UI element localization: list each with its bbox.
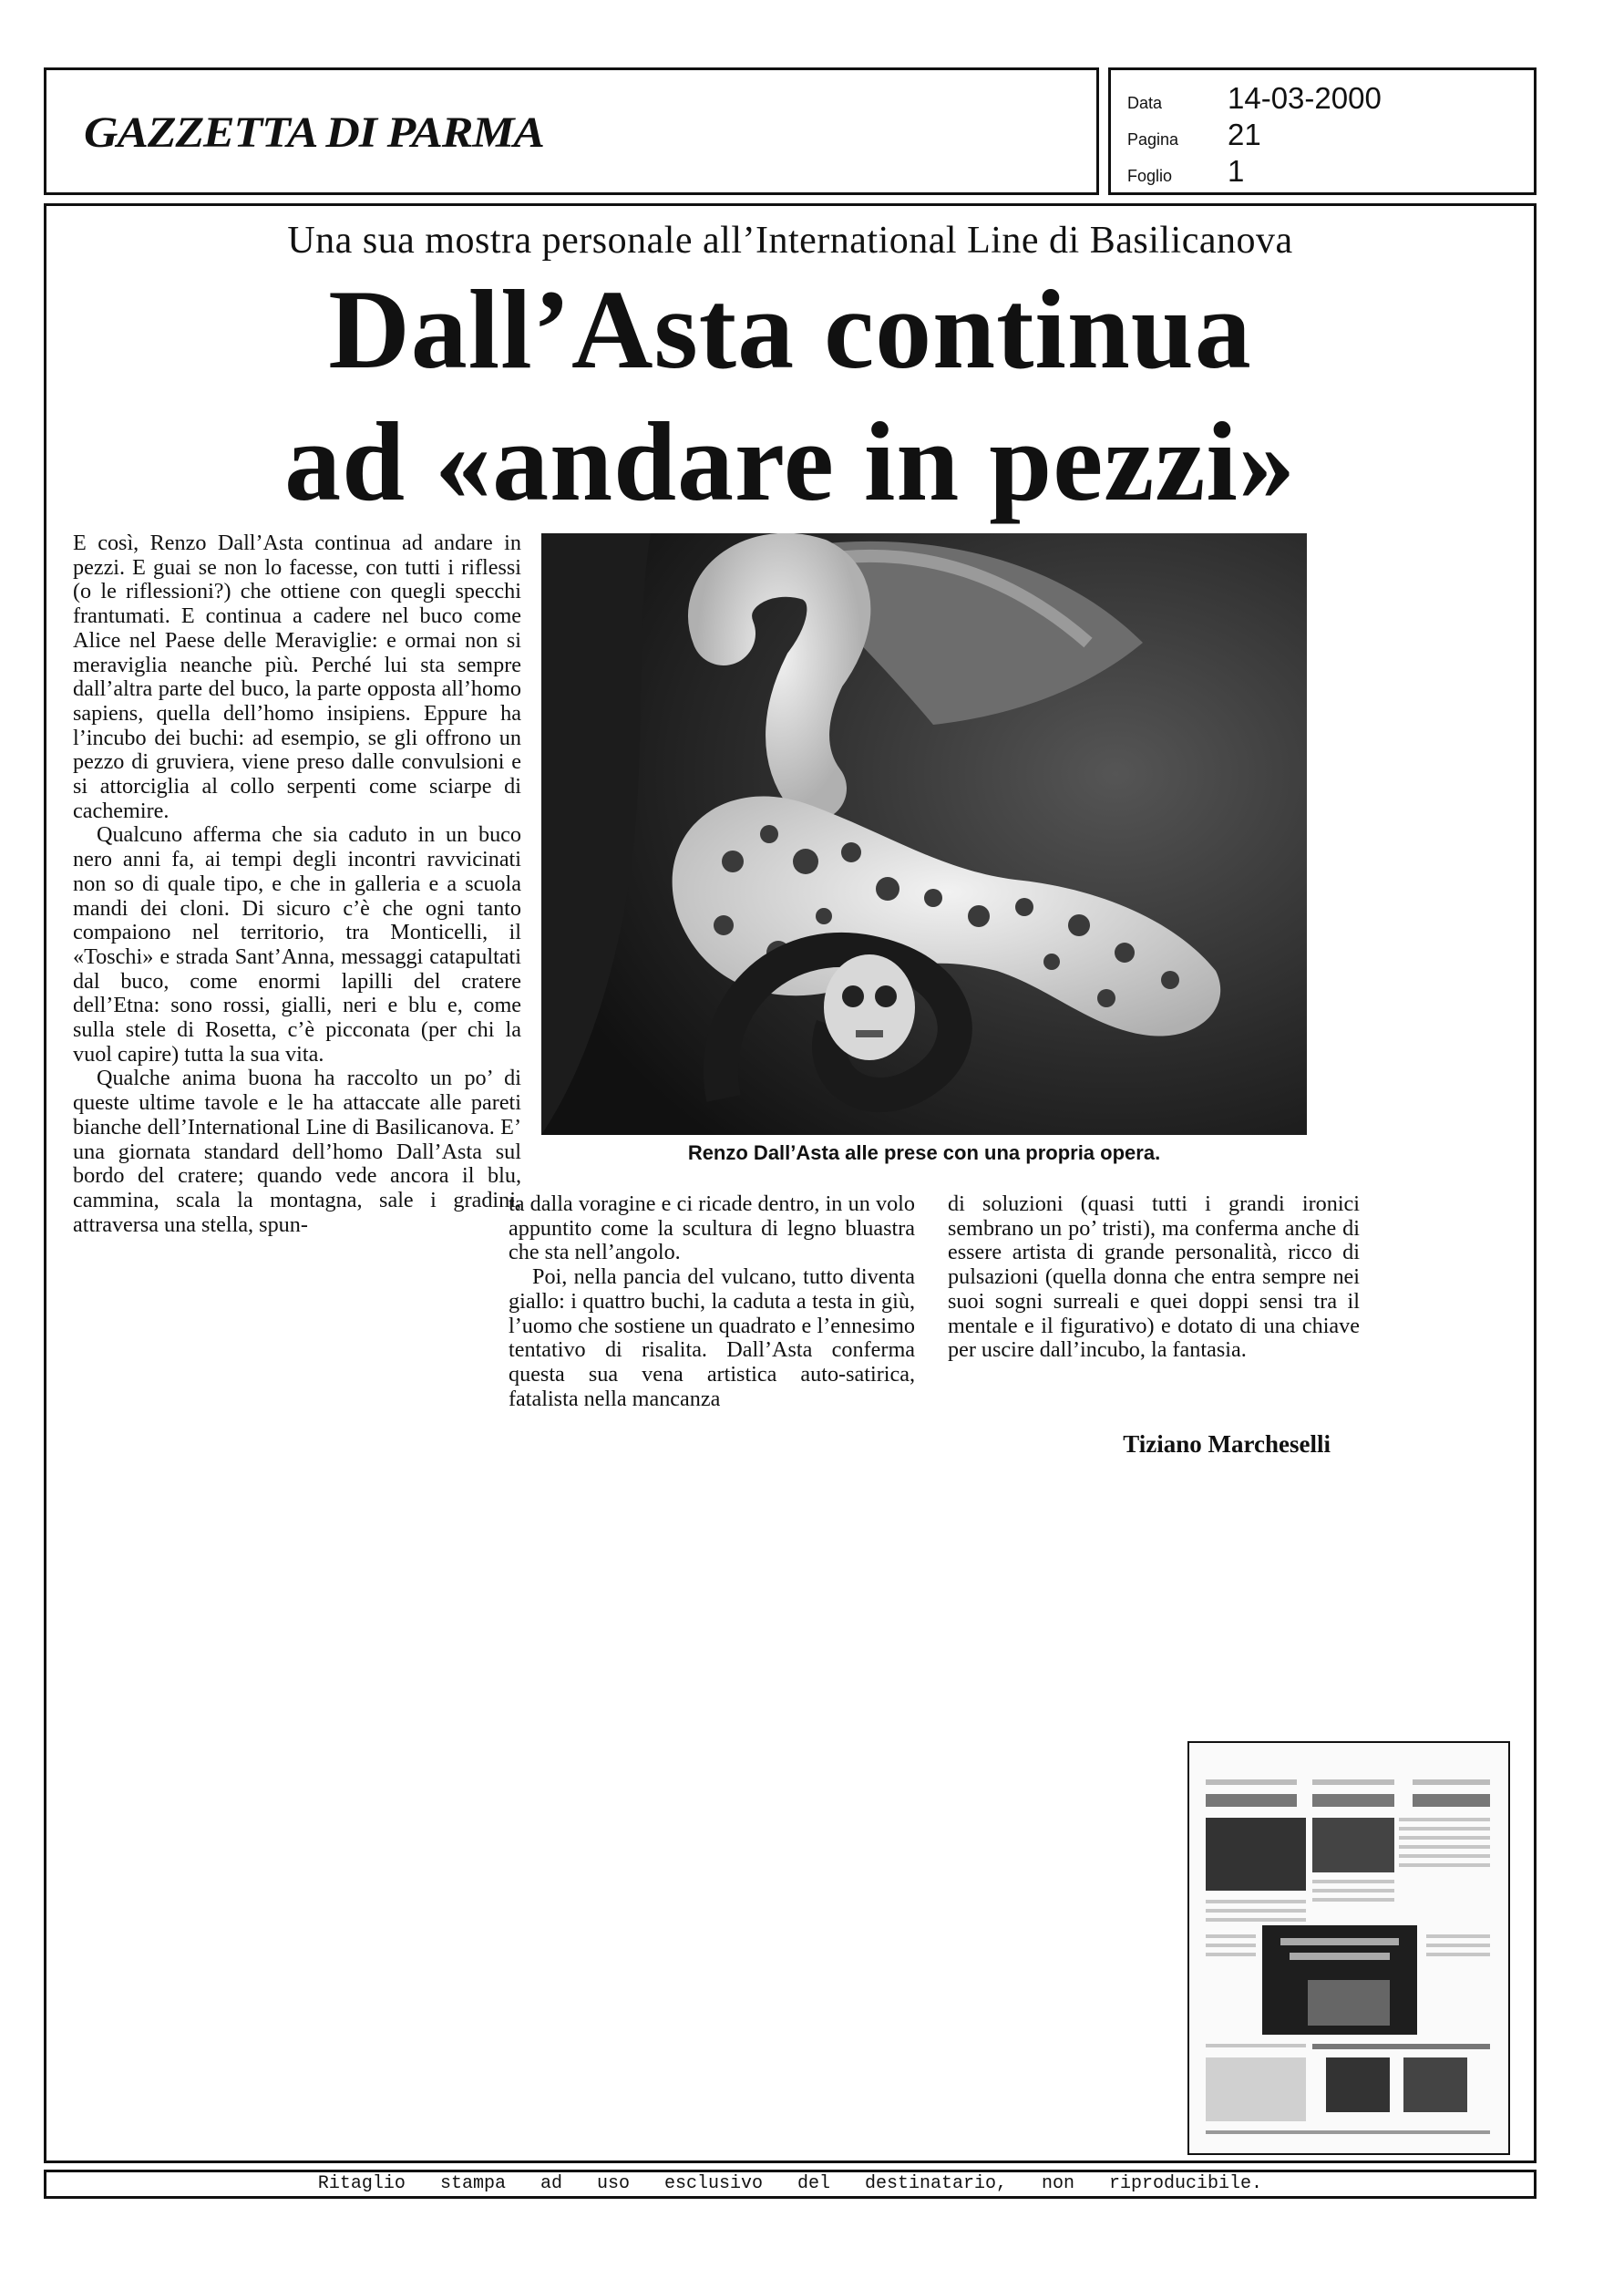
col1-paragraph-1: E così, Renzo Dall’Asta continua ad andare in pezzi. E guai se non lo facesse, con tutti i riflessi (o le riflessioni?) che ottiene con quegli specchi frantumati. E continua a cadere nel buco come Alice nel Paese delle Meraviglie: e ormai non si meraviglia neanche più. Perché lui sta sempre dall’altra parte del buco, la parte opposta all’homo sapiens, quella dell’homo insipiens. Eppure ha l’incubo dei buchi: ad esempio, se gli offrono un pezzo di gruviera, viene preso dalle convulsioni e si attorciglia al collo serpenti come sciarpe di cachemire. <box>73 531 521 823</box>
meta-data-label: Data <box>1127 94 1163 112</box>
col2-paragraph-1: ta dalla voragine e ci ricade dentro, in un volo appuntito come la scultura di legno bluastra che sta nell’angolo. <box>509 1191 915 1265</box>
newspaper-masthead: GAZZETTA DI PARMA <box>84 108 544 157</box>
article-column-2 <box>509 1192 915 1411</box>
meta-row-foglio <box>1127 154 1244 189</box>
headline-line-1: Dall’Asta continua <box>328 267 1252 392</box>
artwork-photo-image <box>541 533 1307 1135</box>
meta-row-data <box>1127 81 1382 116</box>
meta-foglio-label: Foglio <box>1127 167 1173 185</box>
clipping-disclaimer: Ritaglio stampa ad uso esclusivo del destinatario, non riproducibile. <box>44 2170 1537 2199</box>
article-kicker: Una sua mostra personale all’International Line di Basilicanova <box>287 220 1293 262</box>
meta-pagina-label: Pagina <box>1127 130 1179 149</box>
headline-line-2: ad «andare in pezzi» <box>284 399 1296 524</box>
article-column-3 <box>948 1192 1360 1363</box>
clipping-meta-box <box>1108 67 1537 195</box>
col2-paragraph-2: Poi, nella pancia del vulcano, tutto diventa giallo: i quattro buchi, la caduta a testa in giù, l’uomo che sostiene un quadrato e l’ennesimo tentativo di risalita. Dall’Asta conferma questa sua vena artistica auto-satirica, fatalista nella mancanza <box>509 1264 915 1411</box>
article-column-1 <box>73 531 521 1237</box>
meta-pagina-value: 21 <box>1228 118 1261 151</box>
byline: Tiziano Marcheselli <box>1123 1430 1331 1458</box>
meta-foglio-value: 1 <box>1228 154 1245 188</box>
artwork-photo <box>541 533 1307 1135</box>
meta-data-value: 14-03-2000 <box>1228 81 1382 115</box>
meta-row-pagina <box>1127 118 1261 152</box>
photo-caption: Renzo Dall’Asta alle prese con una propria opera. <box>687 1141 1161 1164</box>
page-thumbnail <box>1187 1741 1510 2155</box>
page-thumbnail-image <box>1189 1743 1505 2150</box>
col1-paragraph-3: Qualche anima buona ha raccolto un po’ di queste ultime tavole e le ha attaccate alle pareti bianche dell’International Line di Basilicanova. E’ una giornata standard dell’homo Dall’Asta sul bordo del cratere; quando vede ancora il blu, cammina, scala la montagna, sale i gradini, attraversa una stella, spun- <box>73 1066 521 1237</box>
col1-paragraph-2: Qualcuno afferma che sia caduto in un buco nero anni fa, ai tempi degli incontri ravvicinati non so di quale tipo, e che in galleria e a scuola mandi dei cloni. Di sicuro c’è che ogni tanto compaiono nel territorio, tra Monticelli, il «Toschi» e strada Sant’Anna, messaggi catapultati dal buco, come enormi lapilli del cratere dell’Etna: sono rossi, gialli, neri e blu e, come sulla stele di Rosetta, c’è picconata (per chi la vuol capire) tutta la sua vita. <box>73 822 521 1067</box>
col3-paragraph-1: di soluzioni (quasi tutti i grandi ironici sembrano un po’ tristi), ma conferma anche di essere artista di grande personalità, ricco di pulsazioni (quella donna che entra sempre nei suoi sogni surreali e quei doppi sensi tra il mentale e il figurativo) e dotato di una chiave per uscire dall’incubo, la fantasia. <box>948 1191 1360 1363</box>
